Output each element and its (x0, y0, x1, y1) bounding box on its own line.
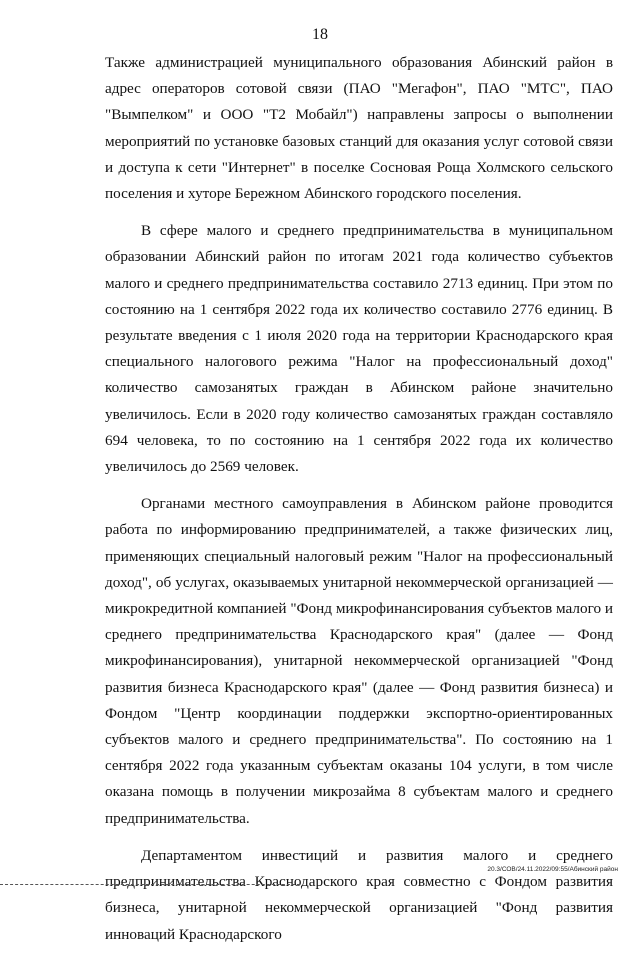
page-number: 18 (312, 26, 328, 43)
footer-divider (0, 884, 300, 885)
document-body (105, 50, 613, 959)
paragraph-2: В сфере малого и среднего предпринимательства в муниципальном образовании Абинский район по итогам 2021 года количество субъектов малого и среднего предпринимательства составило 2713 единиц. При этом по состоянию на 1 сентября 2022 года их количество составило 2776 единиц. В результате введения с 1 июля 2020 года на территории Краснодарского края специального налогового режима "Налог на профессиональный доход" количество самозанятых граждан в Абинском районе значительно увеличилось. Если в 2020 году количество самозанятых граждан составляло 694 человека, то по состоянию на 1 сентября 2022 года их количество увеличилось до 2569 человек. (105, 222, 613, 476)
paragraph-1: Также администрацией муниципального образования Абинский район в адрес операторов сотовой связи (ПАО "Мегафон", ПАО "МТС", ПАО "Вымпелком" и ООО "Т2 Мобайл") направлены запросы о выполнении мероприятий по установке базовых станций для оказания услуг сотовой связи и доступа к сети "Интернет" в поселке Сосновая Роща Холмского сельского поселения и хуторе Бережном Абинского городского поселения. (105, 54, 613, 203)
footer-document-code: 20.3/СОВ/24.11.2022/09:55/Абинский район (487, 866, 618, 873)
paragraph-4: Департаментом инвестиций и развития малого и среднего предпринимательства Краснодарского края совместно с Фондом развития бизнеса, унитарной некоммерческой организацией "Фонд развития инноваций Краснодарского (105, 846, 613, 943)
paragraph-3: Органами местного самоуправления в Абинском районе проводится работа по информированию предпринимателей, а также физических лиц, применяющих специальный налоговый режим "Налог на профессиональный доход", об услугах, оказываемых унитарной некоммерческой организацией — микрокредитной компанией "Фонд микрофинансирования субъектов малого и среднего предпринимательства Краснодарского края" (далее — Фонд микрофинансирования), унитарной некоммерческой организацией "Фонд развития бизнеса Краснодарского края" (далее — Фонд развития бизнеса) и Фондом "Центр координации поддержки экспортно-ориентированных субъектов малого и среднего предпринимательства". По состоянию на 1 сентября 2022 года указанным субъектам оказаны 104 услуги, в том числе оказана помощь в получении микрозайма 8 субъектам малого и среднего предпринимательства. (105, 495, 613, 827)
